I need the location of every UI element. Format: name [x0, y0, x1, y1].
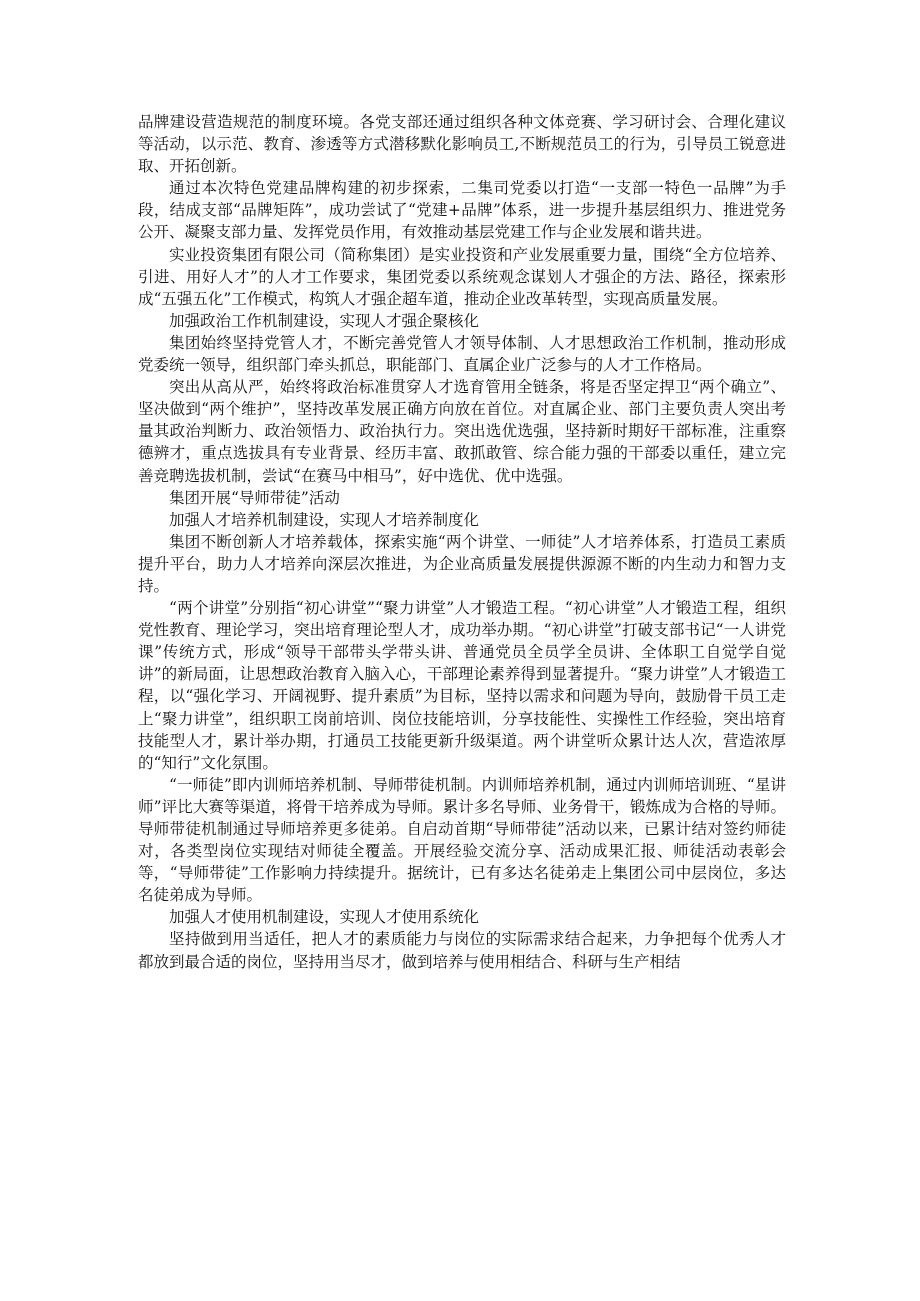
- paragraph-group-overview: 实业投资集团有限公司（简称集团）是实业投资和产业发展重要力量，围绕“全方位培养、引进、用好人才”的人才工作要求，集团党委以系统观念谋划人才强企的方法、路径，探索形成“五强五化”工作模式，构筑人才强企超车道，推动企业改革转型，实现高质量发展。: [138, 245, 786, 308]
- paragraph-political-standards: 突出从高从严，始终将政治标准贯穿人才选育管用全链条，将是否坚定捍卫“两个确立”、坚决做到“两个维护”，坚持改革发展正确方向放在首位。对直属企业、部门主要负责人突出考量其政治判断力、政治领悟力、政治执行力。突出选优选强，坚持新时期好干部标准，注重察德辨才，重点选拔具有专业背景、经历丰富、敢抓敢管、综合能力强的干部委以重任，建立完善竞聘选拔机制，尝试“在赛马中相马”，好中选优、优中选强。: [138, 378, 786, 485]
- paragraph-brand-summary: 通过本次特色党建品牌构建的初步探索，二集司党委以打造“一支部一特色一品牌”为手段，结成支部“品牌矩阵”，成功尝试了“党建+品牌”体系，进一步提升基层组织力、推进党务公开、凝聚支部力量、发挥党员作用，有效推动基层党建工作与企业发展和谐共进。: [138, 179, 786, 242]
- paragraph-two-lecture-halls: “两个讲堂”分别指“初心讲堂”“聚力讲堂”人才锻造工程。“初心讲堂”人才锻造工程，组织党性教育、理论学习，突出培育理论型人才，成功举办期。“初心讲堂”打破支部书记“一人讲党课”传统方式，形成“领导干部带头学带头讲、普通党员全员学全员讲、全体职工自觉学自觉讲”的新局面，让思想政治教育入脑入心，干部理论素养得到显著提升。“聚力讲堂”人才锻造工程，以“强化学习、开阔视野、提升素质”为目标，坚持以需求和问题为导向，鼓励骨干员工走上“聚力讲堂”，组织职工岗前培训、岗位技能培训，分享技能性、实操性工作经验，突出培育技能型人才，累计举办期，打通员工技能更新升级渠道。两个讲堂听众累计达人次，营造浓厚的“知行”文化氛围。: [138, 599, 786, 772]
- document-body: [138, 111, 786, 973]
- paragraph-training-system: 集团不断创新人才培养载体，探索实施“两个讲堂、一师徒”人才培养体系，打造员工素质提升平台，助力人才培养向深层次推进，为企业高质量发展提供源源不断的内生动力和智力支持。: [138, 532, 786, 595]
- section-heading-talent-training: 加强人才培养机制建设，实现人才培养制度化: [169, 510, 480, 529]
- paragraph-intro-continuation: 品牌建设营造规范的制度环境。各党支部还通过组织各种文体竞赛、学习研讨会、合理化建议等活动，以示范、教育、渗透等方式潜移默化影响员工,不断规范员工的行为，引导员工锐意进取、开拓创新。: [138, 113, 786, 176]
- paragraph-party-manages-talent: 集团始终坚持党管人才，不断完善党管人才领导体制、人才思想政治工作机制，推动形成党委统一领导，组织部门牵头抓总，职能部门、直属企业广泛参与的人才工作格局。: [138, 333, 786, 375]
- section-heading-political-work: 加强政治工作机制建设，实现人才强企聚核化: [169, 311, 480, 330]
- section-heading-talent-use: 加强人才使用机制建设，实现人才使用系统化: [169, 908, 480, 927]
- caption-mentor-activity: 集团开展“导师带徒”活动: [169, 488, 340, 507]
- paragraph-talent-placement: 坚持做到用当适任，把人才的素质能力与岗位的实际需求结合起来，力争把每个优秀人才都放到最合适的岗位，坚持用当尽才，做到培养与使用相结合、科研与生产相结: [138, 930, 786, 971]
- paragraph-mentor-apprentice: “一师徒”即内训师培养机制、导师带徒机制。内训师培养机制，通过内训师培训班、“星讲师”评比大赛等渠道，将骨干培养成为导师。累计多名导师、业务骨干，锻炼成为合格的导师。导师带徒机制通过导师培养更多徒弟。自启动首期“导师带徒”活动以来，已累计结对签约师徒对，各类型岗位实现结对师徒全覆盖。开展经验交流分享、活动成果汇报、师徒活动表彰会等，“导师带徒”工作影响力持续提升。据统计，已有多达名徒弟走上集团公司中层岗位，多达名徒弟成为导师。: [138, 775, 786, 905]
